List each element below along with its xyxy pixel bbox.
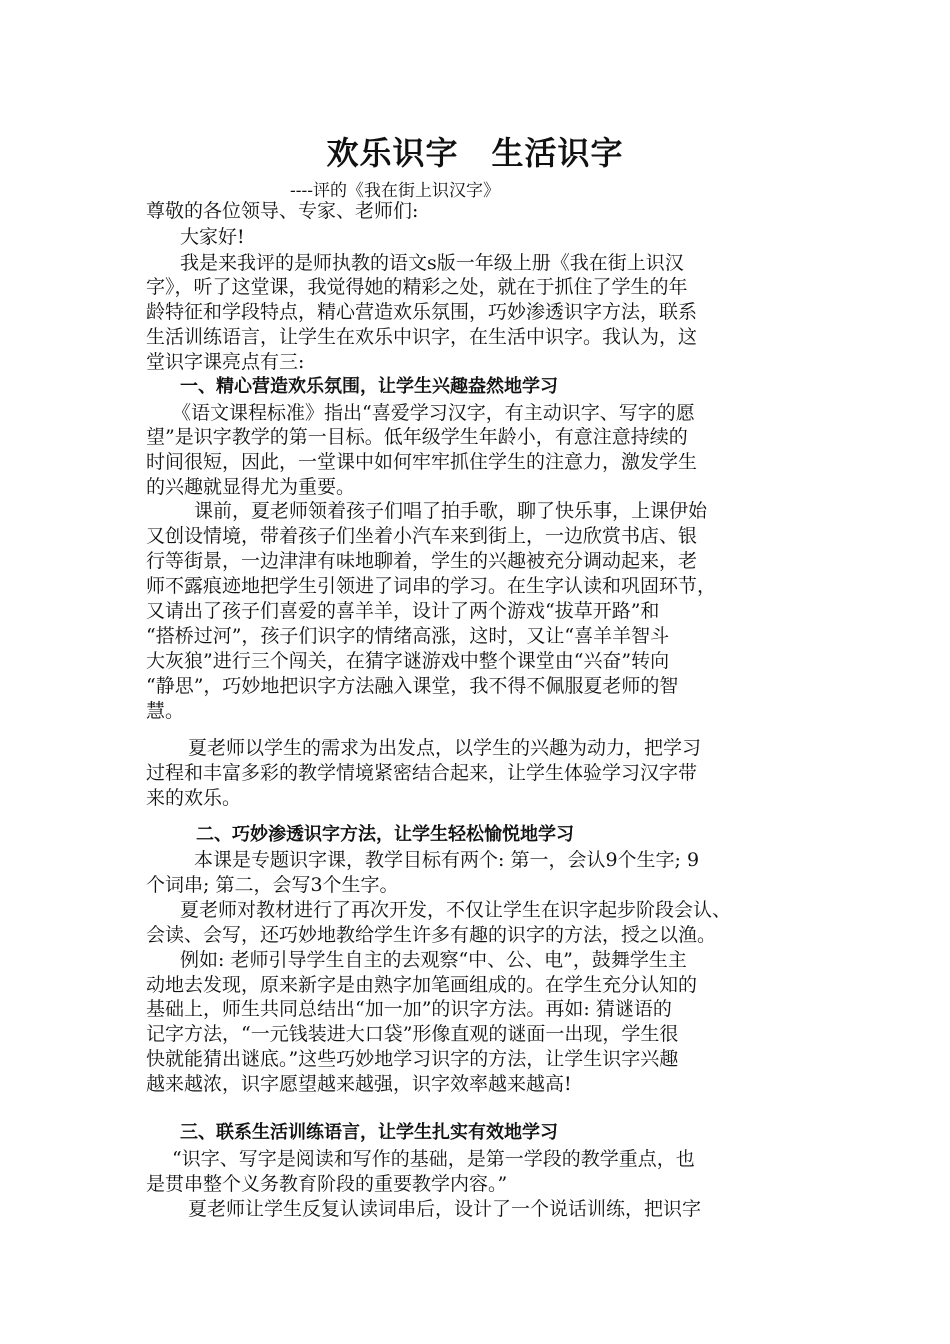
paragraph-line: 堂识字课亮点有三:	[146, 351, 305, 373]
paragraph-line: 本课是专题识字课，教学目标有两个: 第一，会认9个生字; 9	[194, 849, 700, 871]
paragraph-line: 夏老师让学生反复认读词串后，设计了一个说话训练，把识字	[188, 1198, 702, 1220]
paragraph-line: 字》，听了这堂课，我觉得她的精彩之处，就在于抓住了学生的年	[146, 276, 688, 298]
paragraph-line: 《语文课程标准》指出“喜爱学习汉字，有主动识字、写字的愿	[172, 402, 695, 424]
paragraph-line: “识字、写字是阅读和写作的基础，是第一学段的教学重点，也	[172, 1148, 695, 1170]
paragraph-line: 夏老师以学生的需求为出发点，以学生的兴趣为动力，把学习	[188, 737, 702, 759]
paragraph-line: “搭桥过河”，孩子们识字的情绪高涨，这时，又让“喜羊羊智斗	[146, 625, 670, 647]
document-subtitle: ----评的《我在街上识汉字》	[290, 181, 500, 201]
paragraph-line: 来的欢乐。	[146, 787, 242, 809]
paragraph-line: “静思”，巧妙地把识字方法融入课堂，我不得不佩服夏老师的智	[146, 675, 679, 697]
paragraph-line: 基础上，师生共同总结出“加一加”的识字方法。再如: 猜谜语的	[146, 998, 672, 1020]
paragraph-line: 越来越浓，识字愿望越来越强，识字效率越来越高!	[146, 1073, 572, 1095]
paragraph-line: 慧。	[146, 700, 185, 722]
paragraph-line: 生活训练语言，让学生在欢乐中识字，在生活中识字。我认为，这	[146, 326, 698, 348]
paragraph-line: 又创设情境，带着孩子们坐着小汽车来到街上，一边欣赏书店、银	[146, 525, 698, 547]
section-heading-2: 二、巧妙渗透识字方法，让学生轻松愉悦地学习	[196, 824, 574, 845]
paragraph-line: 望”是识字教学的第一目标。低年级学生年龄小，有意注意持续的	[146, 426, 688, 448]
paragraph-line: 是贯串整个义务教育阶段的重要教学内容。”	[146, 1173, 508, 1195]
paragraph-line: 个词串; 第二，会写3个生字。	[146, 874, 399, 896]
paragraph-line: 记字方法，“一元钱装进大口袋”形像直观的谜面一出现，学生很	[146, 1023, 679, 1045]
section-heading-3: 三、联系生活训练语言，让学生扎实有效地学习	[180, 1122, 558, 1143]
section-heading-1: 一、精心营造欢乐氛围，让学生兴趣盎然地学习	[180, 376, 558, 397]
paragraph-line: 动地去发现，原来新字是由熟字加笔画组成的。在学生充分认知的	[146, 974, 698, 996]
paragraph-line: 龄特征和学段特点，精心营造欢乐氛围，巧妙渗透识字方法，联系	[146, 301, 698, 323]
paragraph-line: 我是来我评的是师执教的语文s版一年级上册《我在街上识汉	[180, 252, 684, 274]
greeting-line: 尊敬的各位领导、专家、老师们:	[146, 200, 419, 222]
paragraph-line: 过程和丰富多彩的教学情境紧密结合起来，让学生体验学习汉字带	[146, 762, 698, 784]
paragraph-line: 会读、会写，还巧妙地教给学生许多有趣的识字的方法，授之以渔。	[146, 924, 717, 946]
paragraph-line: 大灰狼”进行三个闯关，在猜字谜游戏中整个课堂由“兴奋”转向	[146, 650, 670, 672]
document-title: 欢乐识字 生活识字	[326, 134, 624, 172]
paragraph-line: 师不露痕迹地把学生引领进了词串的学习。在生字认读和巩固环节，	[146, 575, 717, 597]
paragraph-line: 例如: 老师引导学生自主的去观察“中、公、电”，鼓舞学生主	[180, 949, 687, 971]
paragraph-line: 行等街景，一边津津有味地聊着，学生的兴趣被充分调动起来，老	[146, 550, 698, 572]
paragraph-line: 的兴趣就显得尤为重要。	[146, 476, 356, 498]
paragraph-line: 又请出了孩子们喜爱的喜羊羊，设计了两个游戏“拔草开路”和	[146, 600, 660, 622]
paragraph-line: 课前，夏老师领着孩子们唱了拍手歌，聊了快乐事，上课伊始	[194, 500, 708, 522]
paragraph-line: 时间很短，因此，一堂课中如何牢牢抓住学生的注意力，激发学生	[146, 451, 698, 473]
hello-line: 大家好!	[180, 226, 245, 248]
paragraph-line: 快就能猜出谜底。”这些巧妙地学习识字的方法，让学生识字兴趣	[146, 1048, 679, 1070]
paragraph-line: 夏老师对教材进行了再次开发，不仅让学生在识字起步阶段会认、	[180, 899, 732, 921]
